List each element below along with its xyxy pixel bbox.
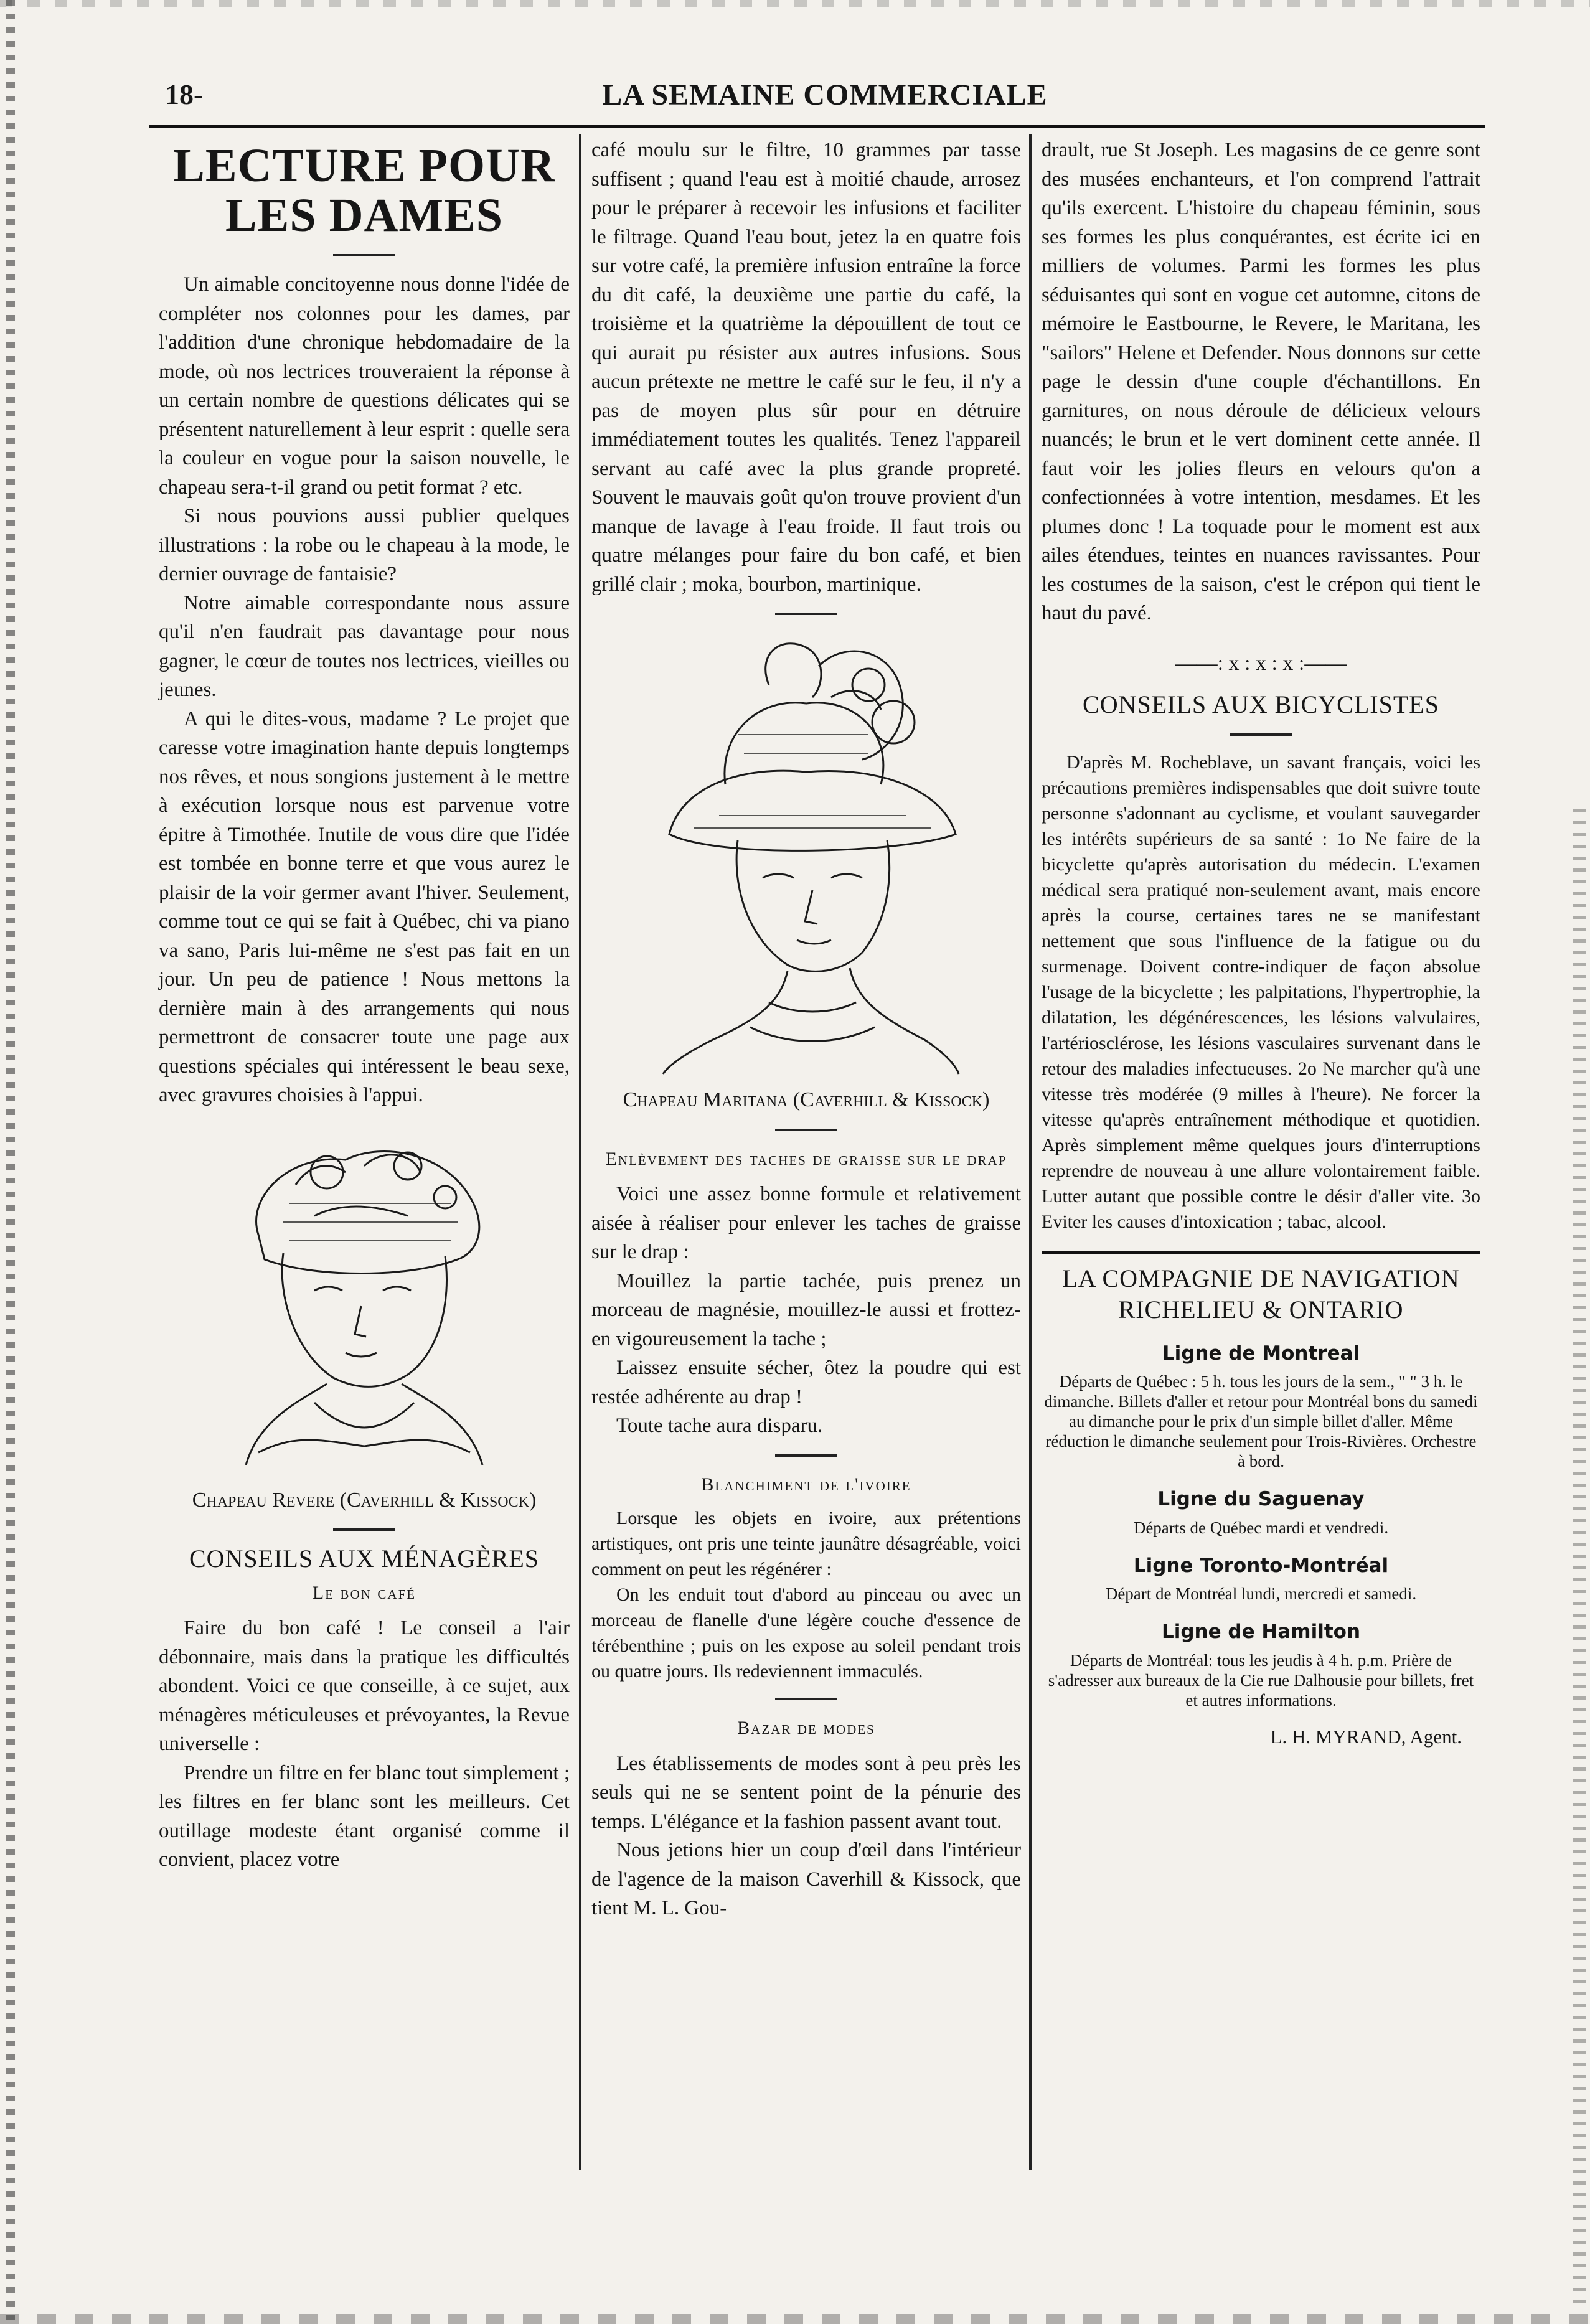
paragraph: Lorsque les objets en ivoire, aux prétentions artistiques, ont pris une teinte jaunâtre désagréable, voici comment on peut les régénérer : [591, 1508, 1021, 1579]
right-edge-scan [1573, 809, 1586, 2303]
ad-title: LA COMPAGNIE DE NAVIGATION RICHELIEU & ONTARIO [1062, 1264, 1460, 1324]
paragraph: Un aimable concitoyenne nous donne l'idée de compléter nos colonnes pour les dames, par l'addition d'une chronique hebdomadaire de la mode, où nos lectrices trouveraient la réponse à un certain nombre de questions délicates qui se présentent naturellement à leur esprit : quelle sera la couleur en vogue pour la saison nouvelle, le chapeau sera-t-il grand ou petit format ? etc. [159, 273, 570, 499]
ad-rule [1042, 1251, 1480, 1254]
divider [775, 1454, 837, 1457]
ad-agent: L. H. MYRAND, Agent. [1270, 1725, 1462, 1748]
divider [775, 1129, 837, 1131]
divider [775, 613, 837, 615]
ad-line-text: Départ de Montréal lundi, mercredi et samedi. [1105, 1584, 1417, 1603]
ad-line-title: Ligne du Saguenay [1157, 1488, 1365, 1510]
divider [1230, 733, 1292, 736]
ad-line-text: Départs de Montréal: tous les jeudis à 4 h. p.m. Prière de s'adresser aux bureaux de la Cie rue Dalhousie pour billets, fret et autres informations. [1048, 1650, 1474, 1710]
journal-title: LA SEMAINE COMMERCIALE [602, 78, 1048, 111]
section-title: Bazar de modes [737, 1718, 875, 1738]
paragraph: Nous jetions hier un coup d'œil dans l'intérieur de l'agence de la maison Caverhill & Kissock, que tient M. L. Gou- [591, 1839, 1021, 1919]
paragraph: Notre aimable correspondante nous assure qu'il n'en faudrait pas davantage pour nous gagner, le cœur de toutes nos lectrices, vieilles ou jeunes. [159, 591, 570, 701]
figure-caption: Chapeau Maritana (Caverhill & Kissock) [623, 1088, 990, 1111]
column-3 [1042, 136, 1480, 1751]
ad-line-text: Départs de Québec : 5 h. tous les jours de la sem., " " 3 h. le dimanche. Billets d'aller et retour pour Montréal bons du samedi au dimanche pour le prix d'un simple billet d'aller. Même réduction le dimanche seulement pour Trois-Rivières. Orchestre à bord. [1044, 1372, 1478, 1470]
figure-caption: Chapeau Revere (Caverhill & Kissock) [192, 1488, 537, 1512]
paragraph: drault, rue St Joseph. Les magasins de ce genre sont des musées enchanteurs, et l'on comprend l'attrait qu'ils exercent. L'histoire du chapeau féminin, sous ses formes les plus conquérantes, est écrite ici en milliers de volumes. Parmi les formes les plus séduisantes qui sont en vogue cet automne, citons de mémoire le Eastbourne, le Revere, le Maritana, les "sailors" Helene et Defender. Nous donnons sur cette page le dessin d'une couple d'échantillons. En garnitures, on nous déroule de délicieux velours nuancés; le brun et le vert dominent cette année. Il faut voir les jolies fleurs en velours qu'on a confectionnées à votre intention, mesdames. Et les plumes donc ! La toquade pour le moment est aux ailes étendues, teintes en nuances ravissantes. Pour les costumes de la saison, c'est le crépon qui tient le haut du pavé. [1042, 139, 1480, 624]
divider [333, 254, 395, 256]
ad-line-title: Ligne Toronto-Montréal [1133, 1554, 1389, 1577]
paragraph: Toute tache aura disparu. [616, 1414, 823, 1437]
paragraph: A qui le dites-vous, madame ? Le projet que caresse votre imagination hante depuis longtemps nos rêves, et nous songions justement à le mettre à exécution lorsque nous est parvenue votre épitre à Timothée. Inutile de vous dire que l'idée est tombée en bonne terre et que vous aurez le plaisir de la voir germer avant l'hiver. Seulement, comme tout ce qui se fait à Québec, chi va piano va sano, Paris lui-même ne s'est pas fait en un jour. Un peu de patience ! Nous mettons la dernière main à des arrangements qui nous permettront de consacrer toute une page aux questions spéciales qui intéressent le beau sexe, avec gravures choisies à l'appui. [159, 707, 570, 1106]
section-title: CONSEILS AUX BICYCLISTES [1083, 690, 1439, 718]
running-head [165, 78, 1485, 121]
paragraph: Mouillez la partie tachée, puis prenez un morceau de magnésie, mouillez-le aussi et frottez-en vigoureusement la tache ; [591, 1269, 1021, 1350]
header-rule [149, 125, 1485, 128]
paragraph: Laissez ensuite sécher, ôtez la poudre qui est restée adhérente au drap ! [591, 1357, 1021, 1408]
divider [775, 1698, 837, 1700]
paragraph: Voici une assez bonne formule et relativement aisée à réaliser pour enlever les taches de graisse sur le drap : [591, 1183, 1021, 1263]
section-title: Blanchiment de l'ivoire [701, 1474, 911, 1495]
ad-line-text: Départs de Québec mardi et vendredi. [1133, 1518, 1389, 1537]
ornament: ——: x : x : x :—— [1175, 651, 1347, 675]
section-subtitle: Le bon café [312, 1582, 416, 1603]
top-edge-scan [0, 0, 1590, 7]
column-2 [591, 136, 1021, 1923]
hat-revere-engraving [221, 1129, 507, 1477]
paragraph: Si nous pouvions aussi publier quelques illustrations : la robe ou le chapeau à la mode, le dernier ouvrage de fantaisie? [159, 505, 570, 585]
paragraph: café moulu sur le filtre, 10 grammes par tasse suffisent ; quand l'eau est à moitié chaude, arrosez pour le préparer à recevoir les infusions et faciliter le filtrage. Quand l'eau bout, jetez la en quatre fois sur votre café, la première infusion entraîne la force du dit café, la deuxième une partie du café, la troisième et la quatrième la dépouillent de tout ce qui aurait pu résister aux autres infusions. Sous aucun prétexte ne mettre le café sur le feu, il n'y a pas de moyen plus sûr pour en détruire immédiatement toutes les qualités. Tenez l'appareil servant au café avec la plus grande propreté. Souvent le mauvais goût qu'on trouve provient d'un manque de lavage à l'eau froide. Il faut trois ou quatre mélanges pour faire du bon café, et bien grillé clair ; moka, bourbon, martinique. [591, 139, 1021, 596]
page-number: 18- [165, 78, 204, 110]
ad-line-title: Ligne de Hamilton [1161, 1621, 1361, 1643]
column-rule-1 [579, 134, 581, 2170]
paragraph: On les enduit tout d'abord au pinceau ou avec un morceau de flanelle d'une légère couche d'essence de térébenthine ; puis on les expose au soleil pendant trois ou quatre jours. Ils redeviennent immaculés. [591, 1584, 1021, 1682]
section-title: CONSEILS AUX MÉNAGÈRES [189, 1545, 540, 1573]
paragraph: D'après M. Rocheblave, un savant français, voici les précautions premières indispensables que doit suivre toute personne s'adonnant au cyclisme, et voulant sauvegarder les intérêts supérieurs de sa santé : 1o Ne faire de la bicyclette qu'après autorisation du médecin. L'examen médical sera pratiqué non-seulement avant, mais encore après la course, certaines tares ne se manifestant nettement que sous l'influence de la fatigue ou du surmenage. Doivent contre-indiquer de façon absolue l'usage de la bicyclette ; les palpitations, l'hypertrophie, la dilatation, les dégénérescences, les lésions valvulaires, l'artériosclérose, les lésions vasculaires survenant dans le retour des maladies infectueuses. 2o Ne marcher qu'à une vitesse très modérée (9 milles à l'heure). Ne forcer la vitesse qu'après entraînement méthodique et quotidien. Après simplement même quelques jours d'interruptions reprendre de nouveau à une allure volontairement faible. Lutter autant que possible contre le désir d'aller vite. 3o Eviter les causes d'intoxication ; tabac, alcool. [1042, 751, 1480, 1232]
ad-line-title: Ligne de Montreal [1162, 1342, 1360, 1365]
article-title: LECTURE POUR LES DAMES [173, 139, 555, 242]
divider [333, 1528, 395, 1531]
binding-edge [6, 0, 15, 2324]
column-rule-2 [1029, 134, 1032, 2170]
paragraph: Faire du bon café ! Le conseil a l'air débonnaire, mais dans la pratique les difficultés abondent. Voici ce que conseille, à ce sujet, aux ménagères méticuleuses et prévoyantes, la Revue universelle : [159, 1617, 570, 1755]
bottom-edge-scan [0, 2314, 1590, 2324]
hat-maritana-engraving [644, 629, 968, 1077]
paragraph: Prendre un filtre en fer blanc tout simplement ; les filtres en fer blanc sont les meilleurs. Cet outillage modeste étant organisé comme il convient, placez votre [159, 1761, 570, 1871]
paragraph: Les établissements de modes sont à peu près les seuls qui ne se sentent point de la pénurie des temps. L'élégance et la fashion passent avant tout. [591, 1752, 1021, 1833]
section-title: Enlèvement des taches de graisse sur le drap [605, 1148, 1007, 1169]
column-1 [159, 136, 570, 1875]
